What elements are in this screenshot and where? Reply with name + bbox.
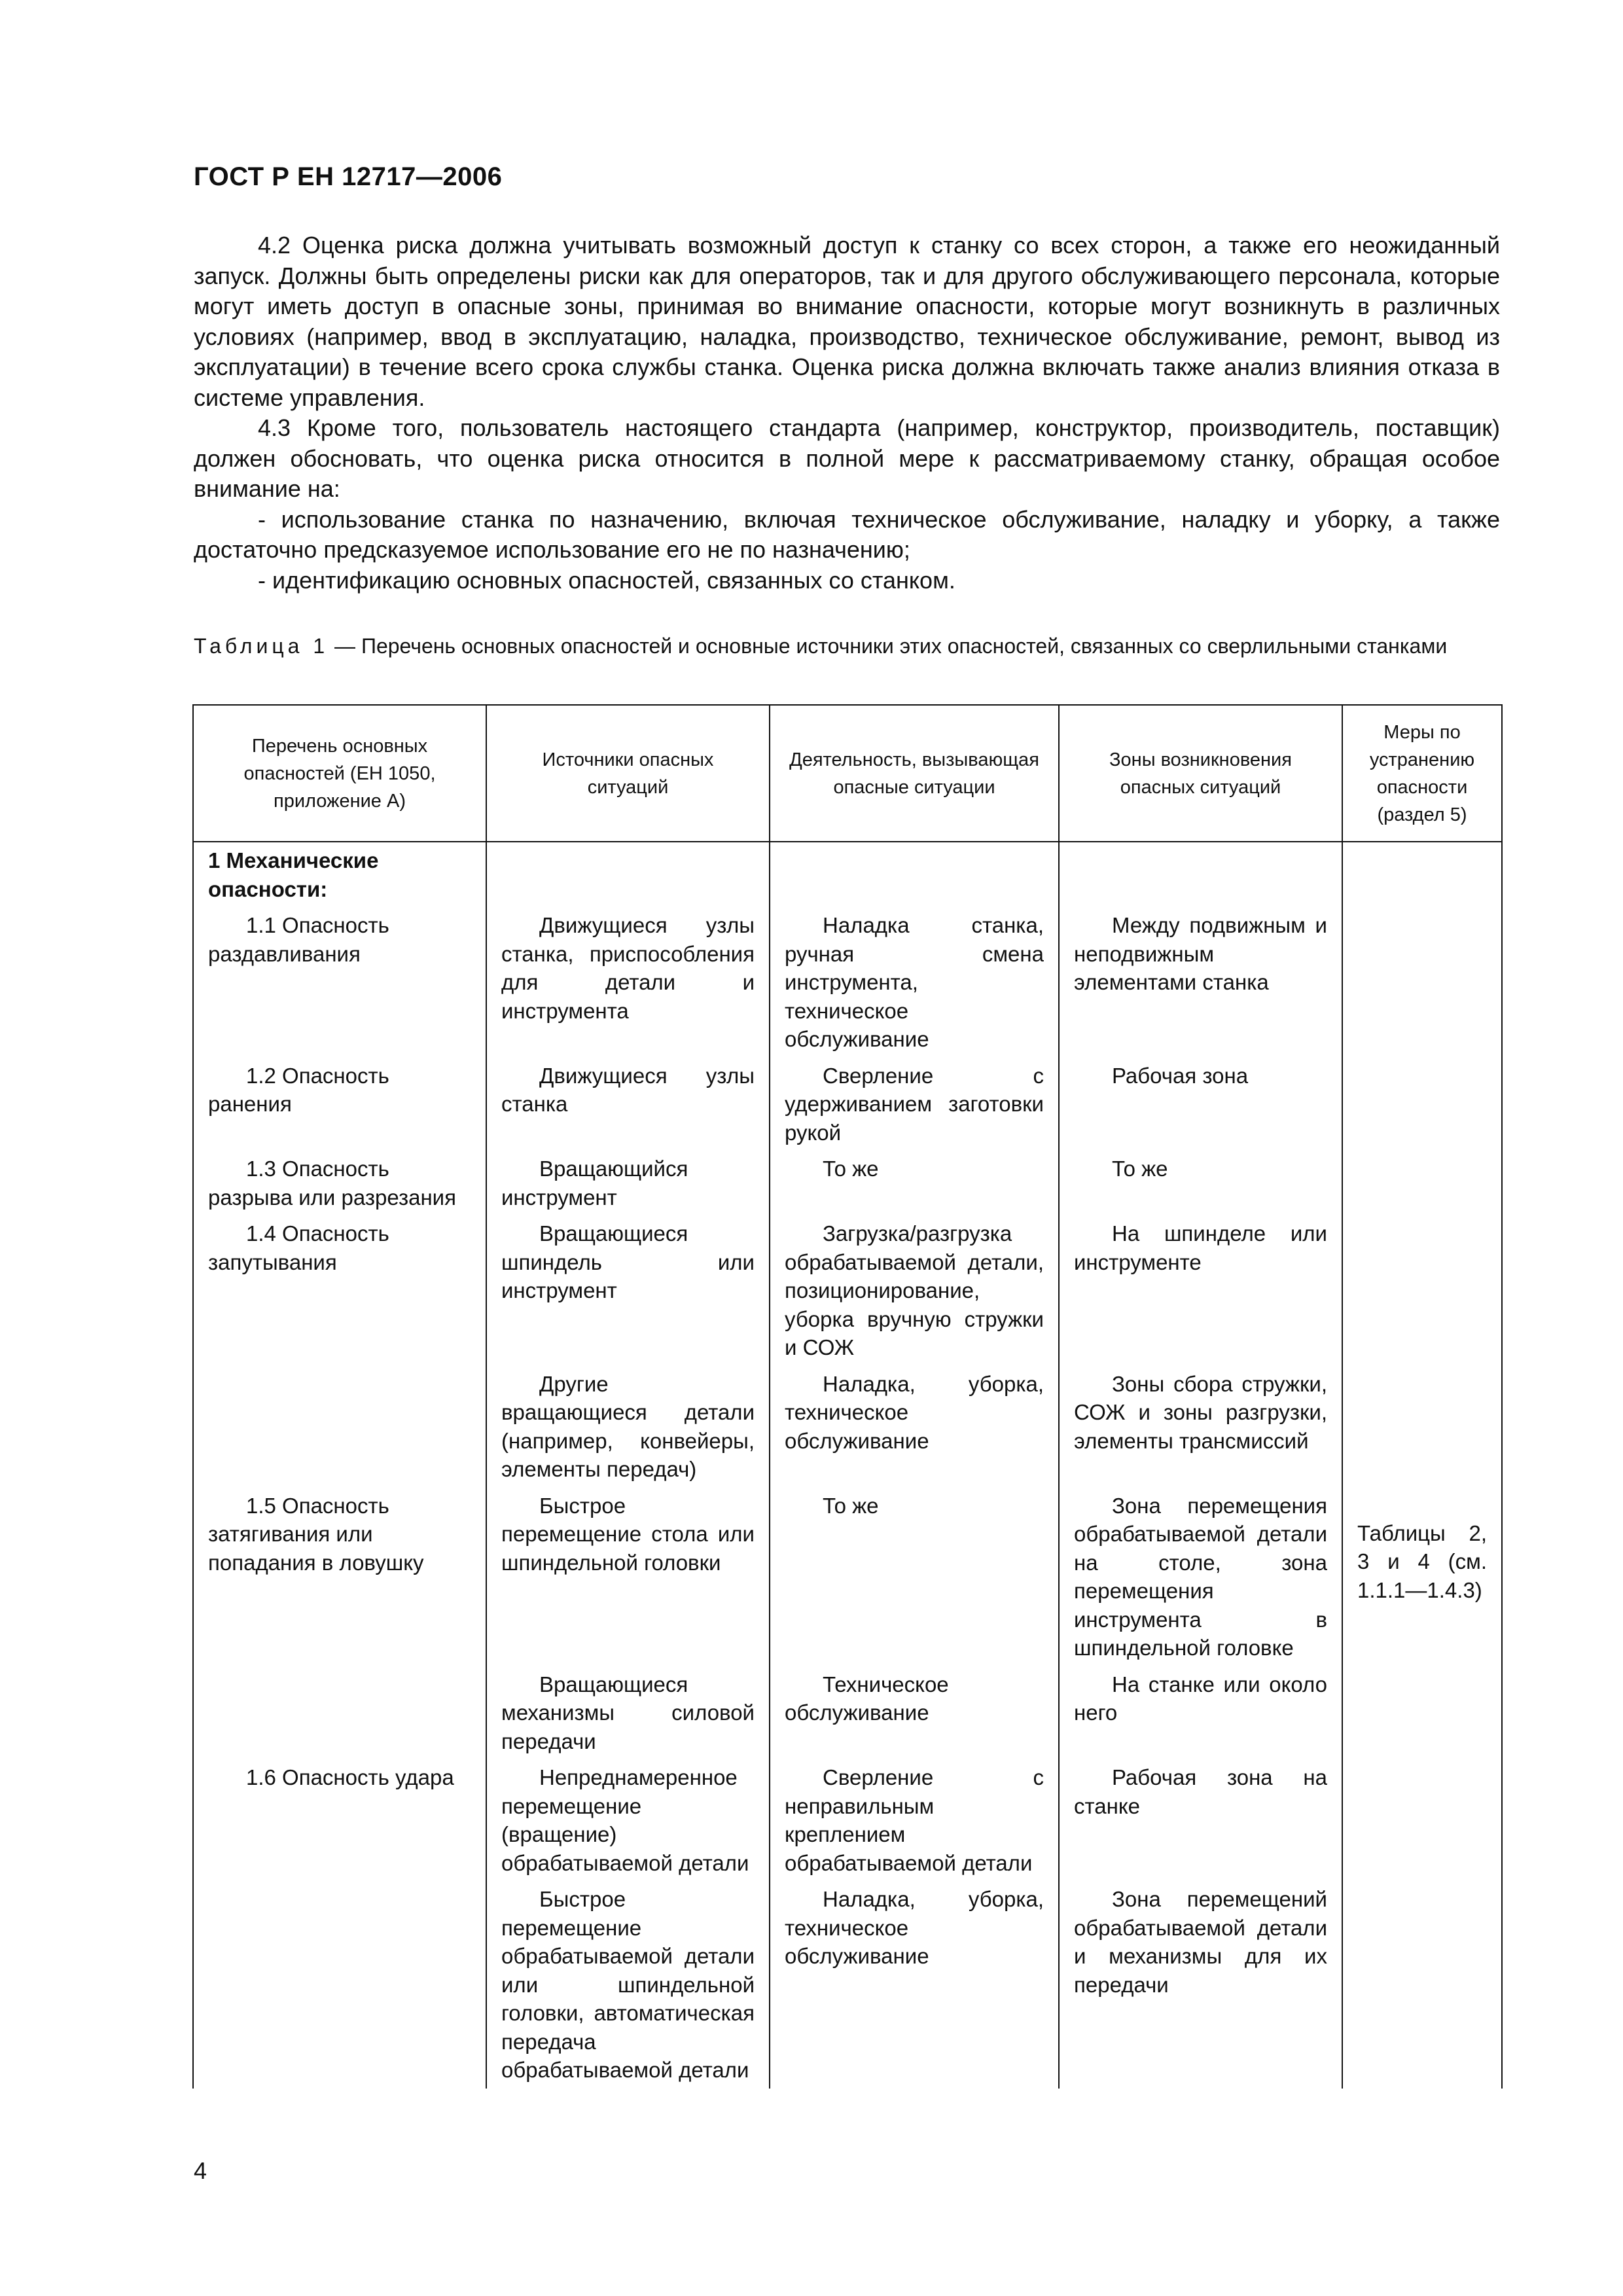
activity-text: Загрузка/разгрузка обрабатываемой детали, позиционирование, уборка вручную стружки и СОЖ xyxy=(785,1221,1044,1359)
zone-cell xyxy=(1059,1215,1342,1366)
table-caption xyxy=(194,634,1500,659)
empty-cell xyxy=(1059,842,1342,907)
source-text: Движущиеся узлы станка xyxy=(501,1063,755,1116)
bullet-hazard-identification: - идентификацию основных опасностей, связанных со станком. xyxy=(258,566,955,594)
source-text: Быстрое перемещение стола или шпиндельной головки xyxy=(501,1493,755,1575)
hazard-cell xyxy=(193,1215,486,1366)
hazard-cell xyxy=(193,1759,486,1881)
header-zones: Зоны возникновения опасных ситуаций xyxy=(1059,705,1342,842)
empty-cell xyxy=(486,842,770,907)
activity-text: Наладка, уборка, техническое обслуживание xyxy=(785,1371,1044,1453)
zone-cell xyxy=(1059,1488,1342,1666)
activity-text: То же xyxy=(823,1493,879,1518)
source-text: Вращающиеся шпиндель или инструмент xyxy=(501,1221,755,1302)
hazards-table xyxy=(192,704,1503,2089)
hazard-cell xyxy=(193,1881,486,2089)
page-number: 4 xyxy=(194,2157,207,2184)
measures-cell xyxy=(1342,842,1502,2089)
activity-cell xyxy=(770,1366,1059,1488)
source-text: Другие вращающиеся детали (например, конвейеры, элементы передач) xyxy=(501,1371,755,1481)
zone-cell xyxy=(1059,907,1342,1058)
table-row xyxy=(193,1666,1502,1760)
source-text: Движущиеся узлы станка, приспособления для детали и инструмента xyxy=(501,913,755,1023)
hazard-name: 1.2 Опасность ранения xyxy=(208,1063,389,1116)
measures-text: Таблицы 2, 3 и 4 (см. 1.1.1—1.4.3) xyxy=(1357,1520,1487,1602)
activity-cell xyxy=(770,1666,1059,1760)
activity-text: Наладка, уборка, техническое обслуживание xyxy=(785,1887,1044,1968)
zone-text: Зона перемещений обрабатываемой детали и механизмы для их передачи xyxy=(1074,1887,1327,1997)
activity-text: То же xyxy=(823,1157,879,1181)
zone-cell xyxy=(1059,1058,1342,1151)
activity-cell xyxy=(770,1151,1059,1215)
activity-text: Техническое обслуживание xyxy=(785,1672,949,1725)
activity-cell xyxy=(770,1058,1059,1151)
source-text: Вращающиеся механизмы силовой передачи xyxy=(501,1672,755,1753)
hazard-cell xyxy=(193,907,486,1058)
paragraph-4-2: 4.2 Оценка риска должна учитывать возможный доступ к станку со всех сторон, а также его неожиданный запуск. Должны быть определены риски как для операторов, так и для другого обслуживающего персонала, которые могут иметь доступ в опасные зоны, принимая во внимание опасности, которые могут возникнуть в различных условиях (например, ввод в эксплуатацию, наладка, производство, техническое обслуживание, ремонт, вывод из эксплуатации) в течение всего срока службы станка. Оценка риска должна включать также анализ влияния отказа в системе управления. xyxy=(194,232,1500,411)
table-row xyxy=(193,907,1502,1058)
table-caption-text: — Перечень основных опасностей и основные источники этих опасностей, связанных со сверлильными станками xyxy=(329,634,1448,658)
source-text: Вращающийся инструмент xyxy=(501,1157,688,1210)
bullet-intended-use: - использование станка по назначению, включая техническое обслуживание, наладку и уборку, а также достаточно предсказуемое использование его не по назначению; xyxy=(194,505,1500,563)
hazard-name: 1.3 Опасность разрыва или разрезания xyxy=(208,1157,456,1210)
source-cell xyxy=(486,907,770,1058)
hazard-name: 1.1 Опасность раздавливания xyxy=(208,913,389,966)
document-header: ГОСТ Р ЕН 12717—2006 xyxy=(194,162,503,191)
activity-text: Сверление с неправильным креплением обрабатываемой детали xyxy=(785,1765,1044,1875)
hazard-name: 1.6 Опасность удара xyxy=(246,1765,454,1789)
zone-text: Между подвижным и неподвижным элементами станка xyxy=(1074,913,1327,994)
table-row xyxy=(193,842,1502,907)
source-cell xyxy=(486,1666,770,1760)
source-cell xyxy=(486,1058,770,1151)
table-row xyxy=(193,1151,1502,1215)
activity-text: Сверление с удерживанием заготовки рукой xyxy=(785,1063,1044,1145)
header-sources: Источники опасных ситуаций xyxy=(486,705,770,842)
hazard-cell xyxy=(193,1666,486,1760)
group-title-cell xyxy=(193,842,486,907)
source-cell xyxy=(486,1488,770,1666)
activity-cell xyxy=(770,1881,1059,2089)
zone-text: Зоны сбора стружки, СОЖ и зоны разгрузки, элементы трансмиссий xyxy=(1074,1371,1327,1453)
table-row xyxy=(193,1881,1502,2089)
activity-cell xyxy=(770,907,1059,1058)
zone-text: Рабочая зона на станке xyxy=(1074,1765,1327,1818)
hazard-cell xyxy=(193,1488,486,1666)
table-caption-label: Таблица 1 xyxy=(194,634,329,658)
activity-cell xyxy=(770,1215,1059,1366)
table-header-row xyxy=(193,705,1502,842)
hazard-cell xyxy=(193,1058,486,1151)
source-text: Быстрое перемещение обрабатываемой детали или шпиндельной головки, автоматическая передача обрабатываемой детали xyxy=(501,1887,755,2082)
activity-cell xyxy=(770,1759,1059,1881)
hazard-name: 1.5 Опасность затягивания или попадания в ловушку xyxy=(208,1493,424,1575)
zone-cell xyxy=(1059,1881,1342,2089)
header-hazards: Перечень основных опасностей (ЕН 1050, приложение А) xyxy=(193,705,486,842)
zone-cell xyxy=(1059,1151,1342,1215)
source-cell xyxy=(486,1881,770,2089)
paragraph-4-3: 4.3 Кроме того, пользователь настоящего стандарта (например, конструктор, производитель, поставщик) должен обосновать, что оценка риска относится в полной мере к рассматриваемому станку, обращая особое внимание на: xyxy=(194,414,1500,502)
zone-text: На станке или около него xyxy=(1074,1672,1327,1725)
zone-text: Рабочая зона xyxy=(1112,1063,1249,1088)
zone-text: То же xyxy=(1112,1157,1168,1181)
hazard-cell xyxy=(193,1366,486,1488)
group-title: 1 Механические опасности: xyxy=(208,848,379,901)
zone-text: Зона перемещения обрабатываемой детали на столе, зона перемещения инструмента в шпиндельной головке xyxy=(1074,1493,1327,1660)
header-measures: Меры по устранению опасности (раздел 5) xyxy=(1342,705,1502,842)
source-text: Непреднамеренное перемещение (вращение) обрабатываемой детали xyxy=(501,1765,749,1875)
table-row xyxy=(193,1215,1502,1366)
zone-text: На шпинделе или инструменте xyxy=(1074,1221,1327,1274)
header-activity: Деятельность, вызывающая опасные ситуации xyxy=(770,705,1059,842)
source-cell xyxy=(486,1151,770,1215)
table-row xyxy=(193,1488,1502,1666)
activity-text: Наладка станка, ручная смена инструмента, техническое обслуживание xyxy=(785,913,1044,1051)
table-row xyxy=(193,1058,1502,1151)
hazard-name: 1.4 Опасность запутывания xyxy=(208,1221,389,1274)
empty-cell xyxy=(770,842,1059,907)
intro-text xyxy=(194,230,1500,596)
zone-cell xyxy=(1059,1666,1342,1760)
table-row xyxy=(193,1366,1502,1488)
table-row xyxy=(193,1759,1502,1881)
hazard-cell xyxy=(193,1151,486,1215)
zone-cell xyxy=(1059,1366,1342,1488)
activity-cell xyxy=(770,1488,1059,1666)
source-cell xyxy=(486,1215,770,1366)
source-cell xyxy=(486,1366,770,1488)
source-cell xyxy=(486,1759,770,1881)
zone-cell xyxy=(1059,1759,1342,1881)
